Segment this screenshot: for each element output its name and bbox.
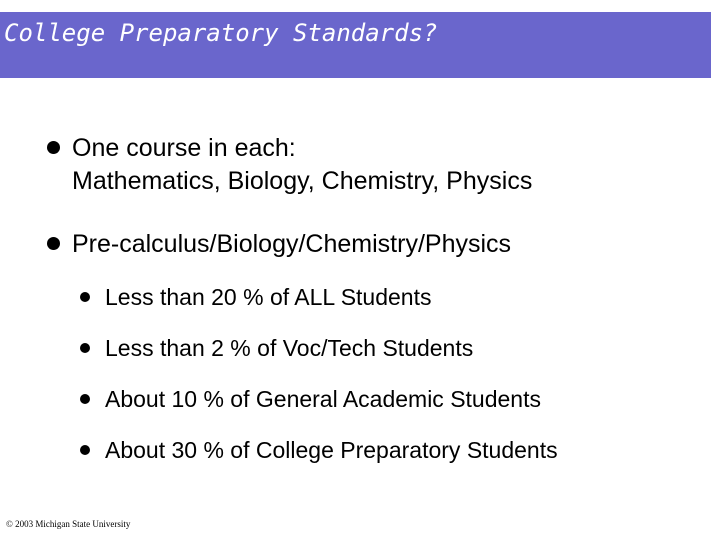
sub-bullet-dot-icon: [80, 445, 90, 455]
slide-title: College Preparatory Standards?: [4, 19, 438, 47]
sub-bullet-text: About 30 % of College Preparatory Students: [105, 437, 558, 463]
bullet-precalculus: [47, 228, 511, 261]
bullet-dot-icon: [47, 141, 60, 154]
bullet-text-line2: Mathematics, Biology, Chemistry, Physics: [72, 167, 533, 195]
copyright-footer: © 2003 Michigan State University: [6, 519, 131, 529]
sub-bullet-all-students: [80, 284, 432, 311]
title-underline: [0, 82, 636, 86]
sub-bullet-dot-icon: [80, 343, 90, 353]
sub-bullet-text: Less than 2 % of Voc/Tech Students: [105, 335, 474, 361]
sub-bullet-college-prep: [80, 437, 558, 464]
bullet-text: Pre-calculus/Biology/Chemistry/Physics: [72, 230, 512, 258]
bullet-dot-icon: [47, 237, 60, 250]
sub-bullet-text: About 10 % of General Academic Students: [105, 386, 541, 412]
bullet-one-course: [47, 132, 532, 198]
sub-bullet-dot-icon: [80, 394, 90, 404]
sub-bullet-dot-icon: [80, 292, 90, 302]
sub-bullet-text: Less than 20 % of ALL Students: [105, 284, 432, 310]
sub-bullet-general-academic: [80, 386, 541, 413]
bullet-text-line1: One course in each:: [72, 134, 296, 162]
sub-bullet-voc-tech: [80, 335, 473, 362]
